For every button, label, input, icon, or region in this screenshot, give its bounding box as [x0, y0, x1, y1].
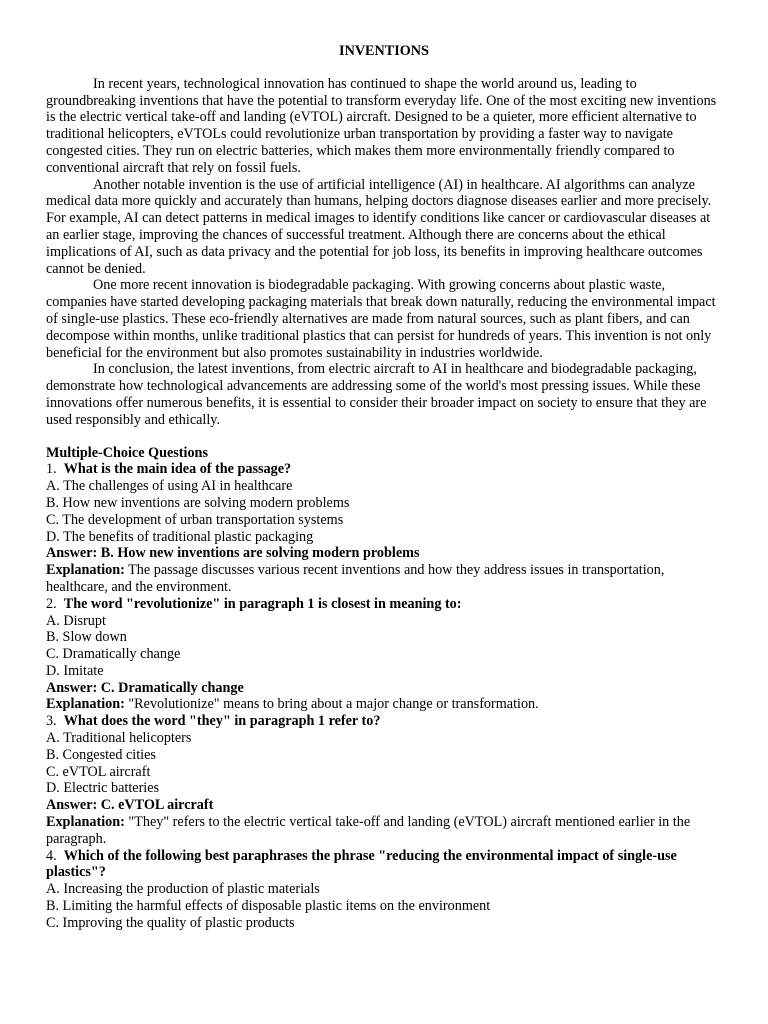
mcq-heading: Multiple-Choice Questions: [46, 444, 208, 461]
page-title: INVENTIONS: [339, 43, 429, 59]
option-1d: D. The benefits of traditional plastic packaging: [46, 528, 314, 545]
question-text: What does the word "they" in paragraph 1 refer to?: [63, 713, 381, 730]
explanation-text: The passage discusses various recent inventions and how they address issues in transportation, healthcare, and the environment.: [46, 562, 665, 595]
option-2b: B. Slow down: [46, 629, 127, 646]
passage-paragraph-1: In recent years, technological innovation has continued to shape the world around us, leading to groundbreaking inventions that have the potential to transform everyday life. One of the most exciting new inventions is the electric vertical take-off and landing (eVTOL) aircraft. Designed to be a quieter, more efficient alternative to traditional helicopters, eVTOLs could revolutionize urban transportation by providing a faster way to navigate congested cities. They run on electric batteries, which makes them more environmentally friendly compared to conventional aircraft that rely on fossil fuels.: [46, 75, 717, 176]
question-text: The word "revolutionize" in paragraph 1 is closest in meaning to:: [63, 595, 462, 612]
passage-paragraph-3: One more recent innovation is biodegradable packaging. With growing concerns about plastic waste, companies have started developing packaging materials that break down naturally, reducing the environmental impact of single-use plastics. These eco-friendly alternatives are made from natural sources, such as plant fibers, and can decompose within months, unlike traditional plastics that can persist for hundreds of years. This invention is not only beneficial for the environment but also promotes sustainability in industries worldwide.: [46, 277, 716, 361]
option-2d: D. Imitate: [46, 662, 104, 679]
answer-3: Answer: C. eVTOL aircraft: [46, 797, 214, 814]
question-text: Which of the following best paraphrases the phrase "reducing the environmental impact of single-use plastics"?: [46, 847, 677, 881]
option-3d: D. Electric batteries: [46, 780, 160, 797]
question-3: [46, 713, 722, 730]
question-number: 3.: [46, 713, 57, 730]
option-3b: B. Congested cities: [46, 746, 156, 763]
option-2c: C. Dramatically change: [46, 646, 181, 663]
question-1: [46, 461, 722, 478]
option-4a: A. Increasing the production of plastic materials: [46, 881, 320, 898]
option-1c: C. The development of urban transportation systems: [46, 511, 344, 528]
explanation-3: [46, 814, 722, 848]
question-text: What is the main idea of the passage?: [63, 461, 292, 478]
explanation-2: [46, 696, 722, 713]
option-1a: A. The challenges of using AI in healthcare: [46, 478, 293, 495]
option-2a: A. Disrupt: [46, 612, 106, 629]
question-2: [46, 596, 722, 613]
option-4c: C. Improving the quality of plastic products: [46, 914, 295, 931]
answer-2: Answer: C. Dramatically change: [46, 679, 244, 696]
option-3a: A. Traditional helicopters: [46, 730, 192, 747]
question-number: 4.: [46, 847, 57, 864]
question-4: [46, 848, 722, 882]
passage-paragraph-4: In conclusion, the latest inventions, from electric aircraft to AI in healthcare and biodegradable packaging, demonstrate how technological advancements are addressing some of the world's most pressing issues. While these innovations offer numerous benefits, it is essential to consider their broader impact on society to ensure that they are used responsibly and ethically.: [46, 361, 707, 428]
explanation-text: "They" refers to the electric vertical take-off and landing (eVTOL) aircraft mentioned earlier in the paragraph.: [46, 814, 691, 847]
answer-1: Answer: B. How new inventions are solving modern problems: [46, 545, 420, 562]
explanation-1: [46, 562, 722, 596]
explanation-label: Explanation:: [46, 814, 125, 831]
option-1b: B. How new inventions are solving modern problems: [46, 494, 350, 511]
explanation-label: Explanation:: [46, 562, 125, 579]
option-3c: C. eVTOL aircraft: [46, 763, 151, 780]
question-number: 2.: [46, 595, 57, 612]
question-number: 1.: [46, 461, 57, 478]
passage-paragraph-2: Another notable invention is the use of artificial intelligence (AI) in healthcare. AI algorithms can analyze medical data more quickly and accurately than humans, helping doctors diagnose diseases earlier and more precisely. For example, AI can detect patterns in medical images to identify conditions like cancer or cardiovascular diseases at an earlier stage, improving the chances of successful treatment. Although there are concerns about the ethical implications of AI, such as data privacy and the potential for job loss, its benefits in improving healthcare outcomes cannot be denied.: [46, 176, 712, 277]
explanation-label: Explanation:: [46, 696, 125, 713]
option-4b: B. Limiting the harmful effects of disposable plastic items on the environment: [46, 898, 491, 915]
section-gap: [46, 429, 722, 445]
explanation-text: "Revolutionize" means to bring about a major change or transformation.: [128, 696, 539, 713]
